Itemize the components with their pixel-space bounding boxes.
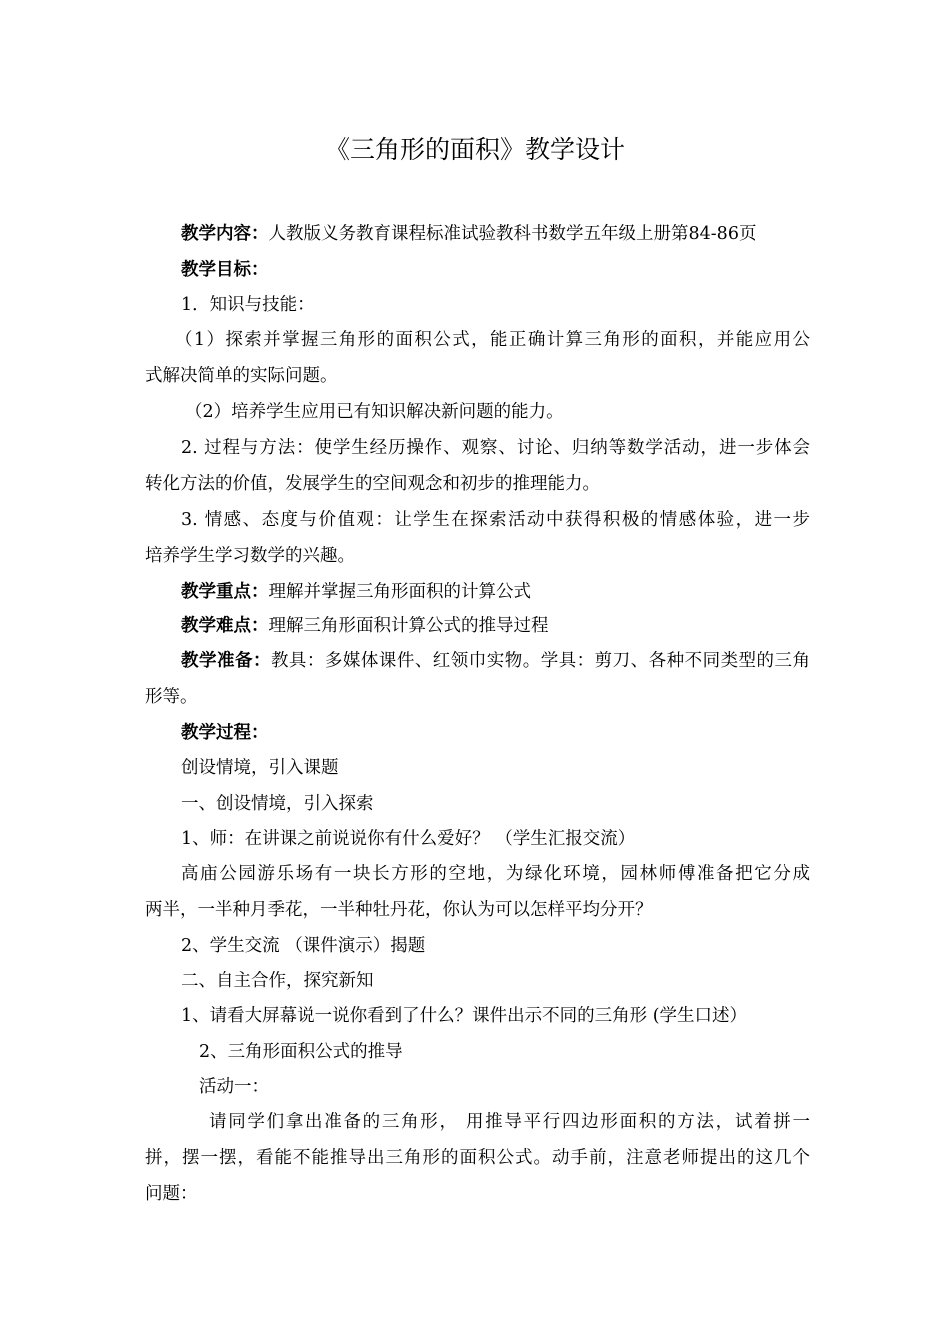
process-label: 教学过程： — [181, 723, 269, 743]
difficulty-text: 理解三角形面积计算公式的推导过程 — [268, 616, 549, 636]
scenario-line2: 两半，一半种月季花，一半种牡丹花，你认为可以怎样平均分开？ — [145, 900, 653, 920]
activity-instructions-line3: 问题： — [145, 1184, 198, 1204]
activity-instructions-line1: 请同学们拿出准备的三角形， 用推导平行四边形面积的方法，试着拼一 — [209, 1112, 810, 1132]
teaching-content-label: 教学内容： — [181, 224, 269, 244]
goal1-item-a-line1: （1）探索并掌握三角形的面积公式，能正确计算三角形的面积，并能应用公 — [175, 330, 810, 350]
activity-instructions-line2: 拼，摆一摆，看能不能推导出三角形的面积公式。动手前，注意老师提出的这几个 — [145, 1148, 810, 1168]
teaching-content-line — [145, 216, 846, 252]
difficulty-label: 教学难点： — [181, 616, 269, 636]
scenario-line1: 高庙公园游乐场有一块长方形的空地，为绿化环境，园林师傅准备把它分成 — [181, 864, 810, 884]
goal1-item-b: （2）培养学生应用已有知识解决新问题的能力。 — [185, 402, 564, 422]
goal3-line1: 3. 情感、态度与价值观：让学生在探索活动中获得积极的情感体验，进一步 — [181, 510, 810, 530]
step-1-question: 1、师：在讲课之前说说你有什么爱好？ （学生汇报交流） — [181, 829, 636, 849]
preparation-line1 — [145, 643, 810, 679]
step-1-observe: 1、请看大屏幕说一说你看到了什么？课件出示不同的三角形 (学生口述） — [181, 1006, 748, 1026]
activity-one-label: 活动一： — [199, 1077, 269, 1097]
teaching-content-text: 人教版义务教育课程标准试验教科书数学五年级上册第84-86页 — [268, 224, 757, 244]
preparation-label: 教学准备： — [181, 651, 271, 671]
key-point-label: 教学重点： — [181, 582, 269, 602]
key-point-text: 理解并掌握三角形面积的计算公式 — [268, 582, 531, 602]
goal2-line2: 转化方法的价值，发展学生的空间观念和初步的推理能力。 — [145, 474, 600, 494]
section-one-heading: 一、创设情境，引入探索 — [181, 794, 374, 814]
goal1-item-a-line2: 式解决简单的实际问题。 — [145, 366, 338, 386]
step-2-exchange: 2、学生交流 （课件演示）揭题 — [181, 936, 426, 956]
goals-label: 教学目标： — [181, 260, 269, 280]
goal1-heading: 1．知识与技能： — [181, 295, 315, 315]
step-2-derivation: 2、三角形面积公式的推导 — [199, 1042, 403, 1062]
document-title: 《三角形的面积》教学设计 — [324, 135, 625, 164]
goal2-line1: 2. 过程与方法：使学生经历操作、观察、讨论、归纳等数学活动，进一步体会 — [181, 438, 810, 458]
preparation-line2: 形等。 — [145, 687, 198, 707]
difficulty-line — [145, 608, 846, 644]
goal3-line2: 培养学生学习数学的兴趣。 — [145, 546, 355, 566]
preparation-text: 教具：多媒体课件、红领巾实物。学具：剪刀、各种不同类型的三角 — [270, 651, 810, 671]
key-point-line — [145, 574, 846, 610]
section-two-heading: 二、自主合作，探究新知 — [181, 971, 374, 991]
process-intro: 创设情境，引入课题 — [181, 758, 339, 778]
